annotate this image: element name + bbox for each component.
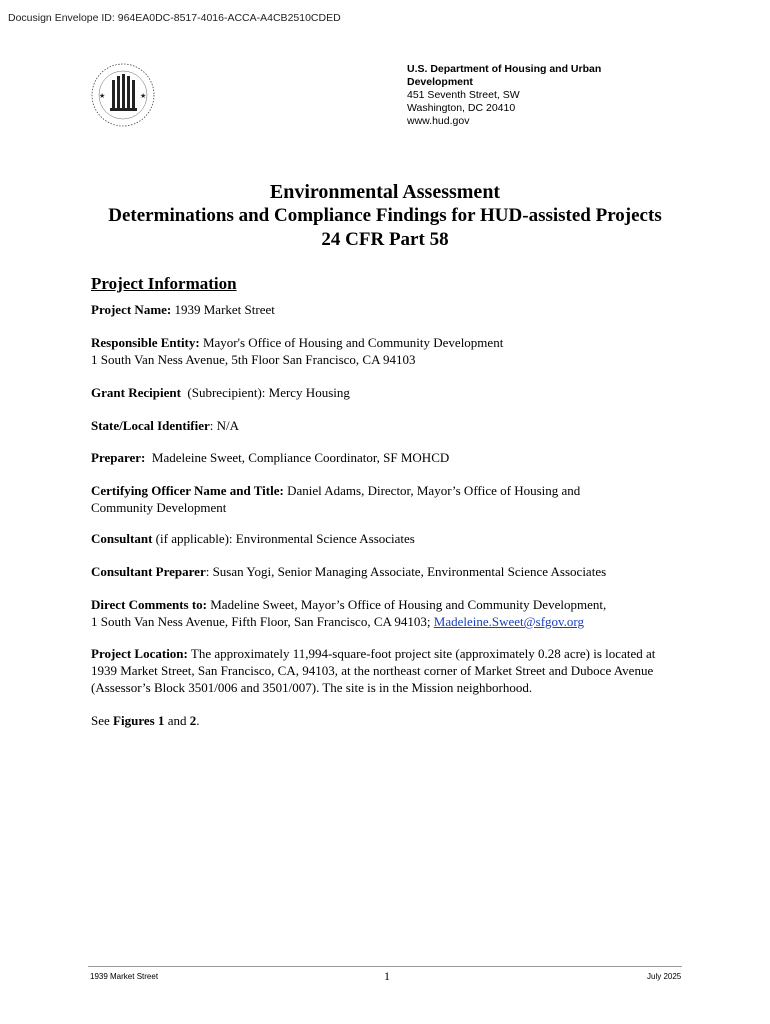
document-title <box>0 180 770 252</box>
agency-address-line2: Washington, DC 20410 <box>407 102 516 114</box>
preparer-value: Madeleine Sweet, Compliance Coordinator, SF MOHCD <box>151 450 450 465</box>
state-local-value: : N/A <box>209 418 240 433</box>
title-line-2: Determinations and Compliance Findings for HUD-assisted Projects <box>108 205 662 226</box>
direct-comments-value: Madeline Sweet, Mayor’s Office of Housing and Community Development, <box>210 597 607 612</box>
certifying-officer-label: Certifying Officer Name and Title: <box>91 483 284 498</box>
project-name-value: 1939 Market Street <box>174 302 275 317</box>
see-figures-2: 2 <box>189 713 197 728</box>
title-line-1: Environmental Assessment <box>269 181 501 203</box>
direct-comments-address: 1 South Van Ness Avenue, Fifth Floor, San Francisco, CA 94103; <box>91 614 431 629</box>
project-name-field <box>91 301 671 318</box>
see-prefix: See <box>91 713 110 728</box>
footer-project: 1939 Market Street <box>90 972 159 981</box>
project-name-label: Project Name: <box>91 302 172 317</box>
grant-recipient-label: Grant Recipient <box>91 385 181 400</box>
certifying-officer-value: Daniel Adams, Director, Mayor’s Office of Housing and Community Development <box>91 483 581 515</box>
section-heading: Project Information <box>91 274 237 293</box>
agency-name: U.S. Department of Housing and Urban Development <box>407 63 602 88</box>
agency-address-line1: 451 Seventh Street, SW <box>407 89 520 101</box>
project-location-value: The approximately 11,994-square-foot project site (approximately 0.28 acre) is located at 1939 Market Street, San Francisco, CA, 94103, at the northeast corner of Market Street and Duboce Avenue (Assessor’s Block 3501/006 and 3501/007). The site is in the Mission neighborhood. <box>91 646 656 695</box>
direct-comments-label: Direct Comments to: <box>91 597 207 612</box>
certifying-officer-field <box>91 482 631 516</box>
agency-block <box>407 63 647 128</box>
state-local-field <box>91 417 671 434</box>
grant-recipient-field <box>91 384 671 401</box>
grant-recipient-value: (Subrecipient): Mercy Housing <box>187 385 350 400</box>
footer-divider <box>88 966 682 967</box>
svg-text:★: ★ <box>140 92 147 100</box>
consultant-field <box>91 530 671 547</box>
envelope-id: Docusign Envelope ID: 964EA0DC-8517-4016-ACCA-A4CB2510CDED <box>8 12 341 24</box>
preparer-label: Preparer: <box>91 450 146 465</box>
agency-website[interactable]: www.hud.gov <box>407 115 470 127</box>
page-number: 1 <box>384 969 390 983</box>
consultant-label: Consultant <box>91 531 153 546</box>
svg-text:★: ★ <box>99 92 106 100</box>
project-location-label: Project Location: <box>91 646 188 661</box>
see-end: . <box>196 713 200 728</box>
email-link[interactable]: Madeleine.Sweet@sfgov.org <box>433 614 585 629</box>
see-figures-1: Figures 1 <box>113 713 165 728</box>
consultant-preparer-value: : Susan Yogi, Senior Managing Associate, Environmental Science Associates <box>205 564 607 579</box>
preparer-field <box>91 449 671 466</box>
responsible-entity-label: Responsible Entity: <box>91 335 200 350</box>
see-and: and <box>167 713 187 728</box>
direct-comments-field <box>91 596 671 630</box>
consultant-value: (if applicable): Environmental Science Associates <box>155 531 415 546</box>
project-location-field <box>91 645 681 696</box>
footer-date: July 2025 <box>647 972 682 981</box>
see-figures-line <box>91 712 671 729</box>
consultant-preparer-label: Consultant Preparer <box>91 564 206 579</box>
title-line-3: 24 CFR Part 58 <box>321 229 449 250</box>
hud-seal-icon <box>90 62 156 128</box>
responsible-entity-value: Mayor's Office of Housing and Community Development <box>202 335 504 350</box>
responsible-entity-address: 1 South Van Ness Avenue, 5th Floor San Francisco, CA 94103 <box>91 352 416 367</box>
state-local-label: State/Local Identifier <box>91 418 210 433</box>
responsible-entity-field <box>91 334 671 368</box>
consultant-preparer-field <box>91 563 671 580</box>
